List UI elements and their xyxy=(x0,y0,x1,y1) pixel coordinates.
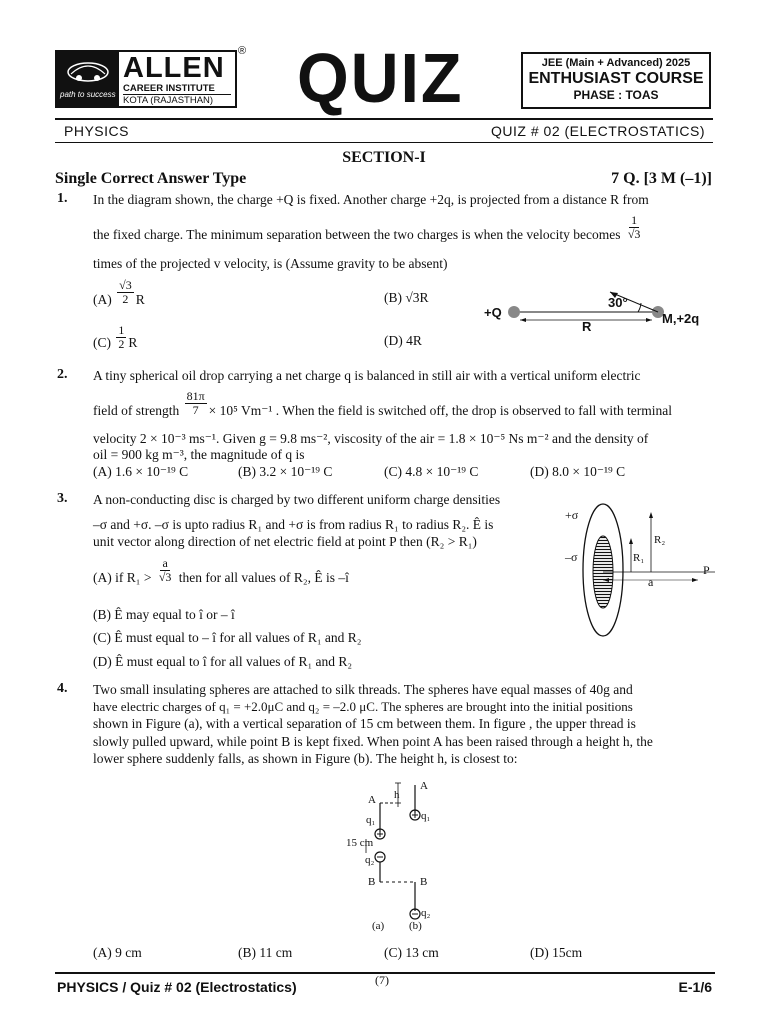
registered-mark: ® xyxy=(238,45,247,57)
q1-fig-q-label: +Q xyxy=(484,305,502,320)
q2-line4: oil = 900 kg m⁻³, the magnitude of q is xyxy=(93,447,305,462)
q1-line3: times of the projected v velocity, is (Assume gravity to be absent) xyxy=(93,256,448,271)
q3-number: 3. xyxy=(57,491,68,506)
q4-fig-q2-right: q₂ xyxy=(421,907,431,919)
q2-option-c[interactable]: (C) 4.8 × 10⁻¹⁹ C xyxy=(384,464,479,479)
section-type: Single Correct Answer Type xyxy=(55,170,247,187)
q1-optC-tail: R xyxy=(128,334,138,350)
q3-disc-figure xyxy=(555,500,725,645)
q3-option-c[interactable]: (C) Ê must equal to – î for all values of R₁ and R₂ xyxy=(93,630,362,645)
q1-fraction xyxy=(626,214,643,241)
q1-optC-num: 1 xyxy=(118,323,125,337)
q2-number: 2. xyxy=(57,367,68,382)
subject-label: PHYSICS xyxy=(64,123,129,139)
q4-fig-a-right: A xyxy=(420,780,428,792)
q4-line3: shown in Figure (a), with a vertical separation of 15 cm between them. In figure , the upper thread is xyxy=(93,716,636,731)
allen-logo xyxy=(55,50,237,108)
q4-fig-b-left: B xyxy=(368,876,376,888)
q2-frac-num: 81π xyxy=(186,389,205,403)
q3-option-b[interactable]: (B) Ê may equal to î or – î xyxy=(93,607,235,622)
logo-tagline: path to success xyxy=(60,90,116,99)
q1-number: 1. xyxy=(57,191,68,206)
q1-fig-m-label: M,+2q xyxy=(662,311,700,326)
q1-option-b[interactable]: (B) √3R xyxy=(384,290,429,305)
q4-line4: slowly pulled upward, while point B is kept fixed. When point A has been raised through a height h, the xyxy=(93,734,653,749)
q2-line1: A tiny spherical oil drop carrying a net charge q is balanced in still air with a vertical uniform electric xyxy=(93,368,641,383)
q1-optA-num: √3 xyxy=(119,278,132,292)
q1-optC-frac xyxy=(116,324,126,351)
q1-line2 xyxy=(93,214,713,241)
q1-optC-den: 2 xyxy=(118,337,125,351)
q3-fig-a: a xyxy=(648,575,654,589)
q2-line2 xyxy=(93,390,718,417)
q2-line3: velocity 2 × 10⁻³ ms⁻¹. Given g = 9.8 ms⁻², viscosity of the air = 1.8 × 10⁻⁵ Ns m⁻² and the density of xyxy=(93,431,649,446)
q1-fig-angle-label: 30° xyxy=(608,295,628,310)
q1-fig-r-label: R xyxy=(582,319,592,334)
course-line1: JEE (Main + Advanced) 2025 xyxy=(541,57,691,69)
logo-line2: KOTA (RAJASTHAN) xyxy=(123,94,231,106)
q4-fig-q1-right: q₁ xyxy=(421,810,431,822)
q2-option-b[interactable]: (B) 3.2 × 10⁻¹⁹ C xyxy=(238,464,333,479)
q1-frac-den: √3 xyxy=(627,227,641,241)
q3-fig-r1: R₁ xyxy=(633,552,645,564)
q4-option-b[interactable]: (B) 11 cm xyxy=(238,945,293,960)
q3-line2: –σ and +σ. –σ is upto radius R₁ and +σ is from radius R₁ to radius R₂. Ê is xyxy=(93,517,494,532)
q3-fig-minus: –σ xyxy=(565,550,578,564)
q4-fig-15cm: 15 cm xyxy=(346,837,374,849)
q3-optA-num: a xyxy=(162,556,168,570)
q1-optA-frac xyxy=(117,279,134,306)
q3-fig-p: P xyxy=(703,563,710,577)
q1-line2-text: the fixed charge. The minimum separation between the two charges is when the velocity becomes xyxy=(93,226,621,242)
q1-optA-label: (A) xyxy=(93,291,112,307)
q4-line2: have electric charges of q₁ = +2.0μC and q₂ = –2.0 μC. The spheres are brought into the initial positions xyxy=(93,699,633,714)
course-line2: ENTHUSIAST COURSE xyxy=(528,70,704,87)
quiz-id: QUIZ # 02 (ELECTROSTATICS) xyxy=(491,123,705,139)
q4-line1: Two small insulating spheres are attached to silk threads. The spheres have equal masses of 40g and xyxy=(93,682,633,697)
q1-fixed-charge xyxy=(508,306,520,318)
course-line3: PHASE : TOAS xyxy=(573,88,659,102)
q2-fraction xyxy=(185,390,207,417)
q3-optA-frac xyxy=(157,557,174,584)
q4-option-a[interactable]: (A) 9 cm xyxy=(93,945,142,960)
logo-name: ALLEN xyxy=(123,52,225,84)
q4-fig-q2-left: q₂ xyxy=(365,854,375,866)
quiz-title: QUIZ xyxy=(297,39,464,117)
q3-fig-plus: +σ xyxy=(565,508,579,522)
q3-optA-den: √3 xyxy=(158,570,172,584)
q2-option-a[interactable]: (A) 1.6 × 10⁻¹⁹ C xyxy=(93,464,189,479)
q4-fig-b-right: B xyxy=(420,876,428,888)
q4-fig-q1-left: q₁ xyxy=(366,814,376,826)
course-box xyxy=(521,52,711,109)
q3-option-a[interactable] xyxy=(93,557,349,584)
q1-option-c[interactable] xyxy=(93,324,137,351)
q1-line1: In the diagram shown, the charge +Q is fixed. Another charge +2q, is projected from a distance R from xyxy=(93,192,649,207)
logo-line1: CAREER INSTITUTE xyxy=(123,83,215,94)
header-rule-top xyxy=(55,118,713,120)
q2-frac-den: 7 xyxy=(192,403,199,417)
q3-option-d[interactable]: (D) Ê must equal to î for all values of R₁ and R₂ xyxy=(93,654,353,669)
logo-emblem xyxy=(57,52,119,106)
q1-optA-den: 2 xyxy=(122,292,129,306)
footer-right: E-1/6 xyxy=(678,979,712,995)
q4-option-d[interactable]: (D) 15cm xyxy=(530,945,583,960)
footer-left: PHYSICS / Quiz # 02 (Electrostatics) xyxy=(57,979,297,995)
q4-fig-h: h xyxy=(394,789,400,801)
q1-option-d[interactable]: (D) 4R xyxy=(384,333,422,348)
q3-line3: unit vector along direction of net electric field at point P then (R₂ > R₁) xyxy=(93,534,477,549)
section-title: SECTION-I xyxy=(342,149,426,166)
footer-page: (7) xyxy=(375,973,389,987)
q4-line5: lower sphere suddenly falls, as shown in Figure (b). The height h, is closest to: xyxy=(93,751,518,766)
q1-option-a[interactable] xyxy=(93,279,145,306)
q4-fig-caption-b: (b) xyxy=(409,920,422,932)
logo-vehicle-icon xyxy=(57,52,119,92)
q3-fig-r2: R₂ xyxy=(654,534,666,546)
q3-optA-a: (A) if R₁ > xyxy=(93,569,152,585)
q4-fig-caption-a: (a) xyxy=(372,920,385,932)
q1-optA-tail: R xyxy=(135,291,145,307)
q1-frac-num: 1 xyxy=(631,213,638,227)
q2-option-d[interactable]: (D) 8.0 × 10⁻¹⁹ C xyxy=(530,464,626,479)
q3-optA-b: then for all values of R₂, Ê is –î xyxy=(178,569,349,585)
q4-fig-a-left: A xyxy=(368,794,376,806)
q4-number: 4. xyxy=(57,681,68,696)
q2-line2b: × 10⁵ Vm⁻¹ . When the field is switched off, the drop is observed to fall with terminal xyxy=(208,402,672,418)
q4-option-c[interactable]: (C) 13 cm xyxy=(384,945,439,960)
q1-optC-label: (C) xyxy=(93,334,111,350)
q3-line1: A non-conducting disc is charged by two different uniform charge densities xyxy=(93,492,501,507)
q2-line2a: field of strength xyxy=(93,402,180,418)
section-marks: 7 Q. [3 M (–1)] xyxy=(611,170,712,187)
header-rule-bottom xyxy=(55,142,713,143)
